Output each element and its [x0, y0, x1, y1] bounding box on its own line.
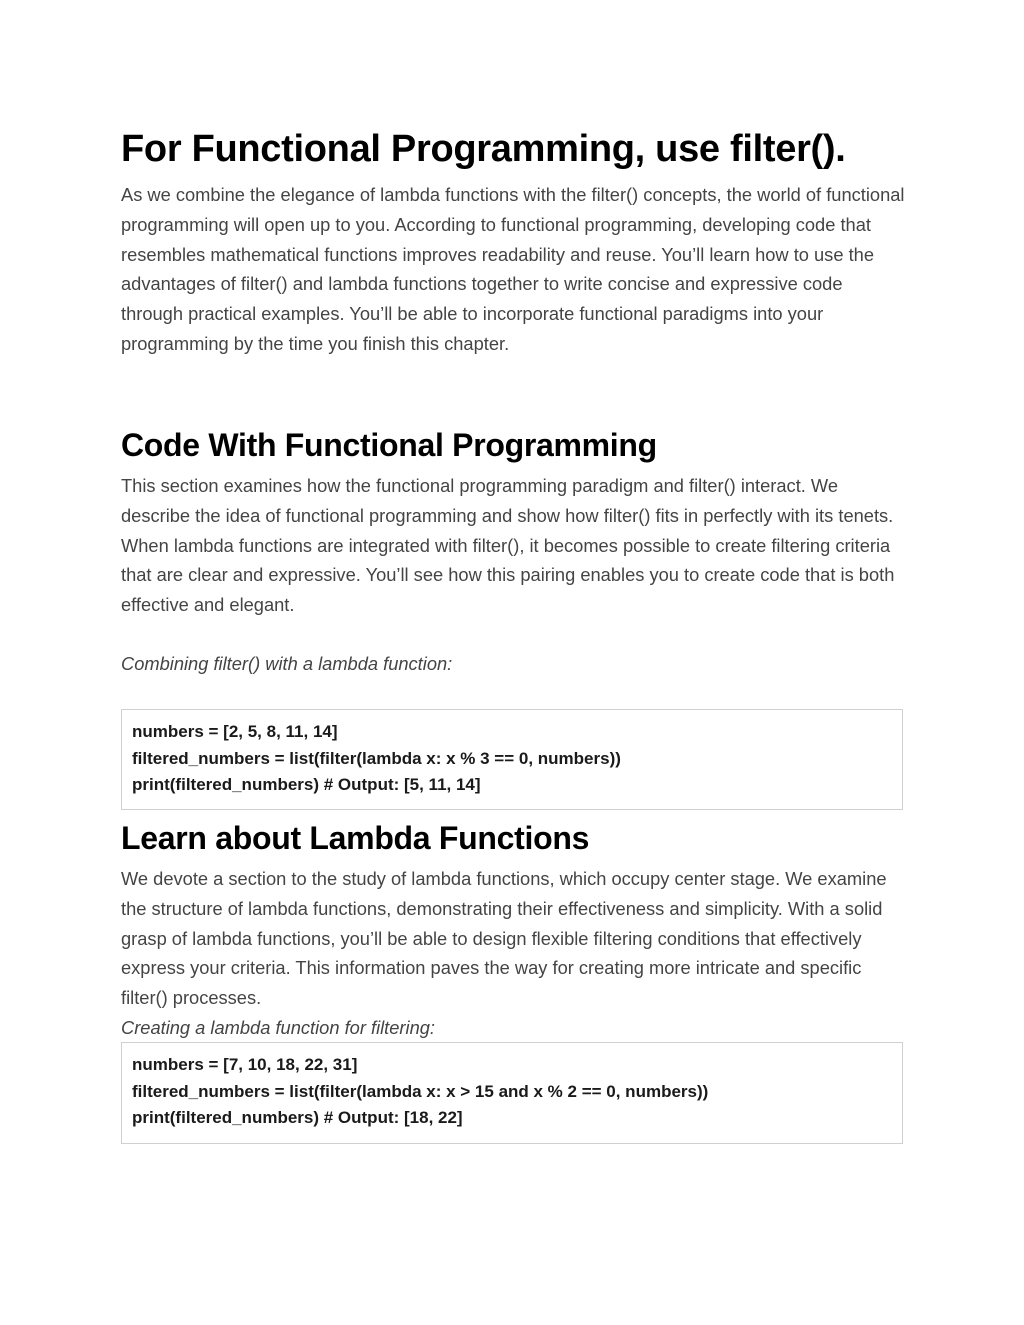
code-line: numbers = [2, 5, 8, 11, 14]: [132, 722, 338, 741]
section-heading-functional-programming: Code With Functional Programming: [121, 427, 657, 463]
code-block-lambda-filtering: [121, 1042, 903, 1144]
page-title: For Functional Programming, use filter().: [121, 128, 846, 170]
code-line: numbers = [7, 10, 18, 22, 31]: [132, 1055, 358, 1074]
lambda-functions-paragraph: We devote a section to the study of lambda functions, which occupy center stage. We examine the structure of lambda functions, demonstrating their effectiveness and simplicity. With a solid grasp of lambda functions, you’ll be able to design flexible filtering conditions that effectively express your criteria. This information paves the way for creating more intricate and specific filter() processes.: [121, 868, 887, 1009]
code-caption-filter-lambda: Combining filter() with a lambda function:: [121, 653, 453, 674]
code-line: print(filtered_numbers) # Output: [18, 22]: [132, 1108, 463, 1127]
code-block-filter-lambda: [121, 709, 903, 810]
code-line: print(filtered_numbers) # Output: [5, 11, 14]: [132, 775, 481, 794]
intro-paragraph: As we combine the elegance of lambda functions with the filter() concepts, the world of functional programming will open up to you. According to functional programming, developing code that resembles mathematical functions improves readability and reuse. You’ll learn how to use the advantages of filter() and lambda functions together to write concise and expressive code through practical examples. You’ll be able to incorporate functional paradigms into your programming by the time you finish this chapter.: [121, 184, 905, 354]
code-line: filtered_numbers = list(filter(lambda x: x > 15 and x % 2 == 0, numbers)): [132, 1081, 709, 1101]
section-heading-lambda-functions: Learn about Lambda Functions: [121, 820, 590, 856]
code-caption-lambda-filtering: Creating a lambda function for filtering:: [121, 1017, 435, 1038]
code-line: filtered_numbers = list(filter(lambda x: x % 3 == 0, numbers)): [132, 748, 621, 768]
functional-programming-paragraph: This section examines how the functional programming paradigm and filter() interact. We describe the idea of functional programming and show how filter() fits in perfectly with its tenets. When lambda functions are integrated with filter(), it becomes possible to create filtering criteria that are clear and expressive. You’ll see how this pairing enables you to create code that is both effective and elegant.: [121, 475, 895, 616]
